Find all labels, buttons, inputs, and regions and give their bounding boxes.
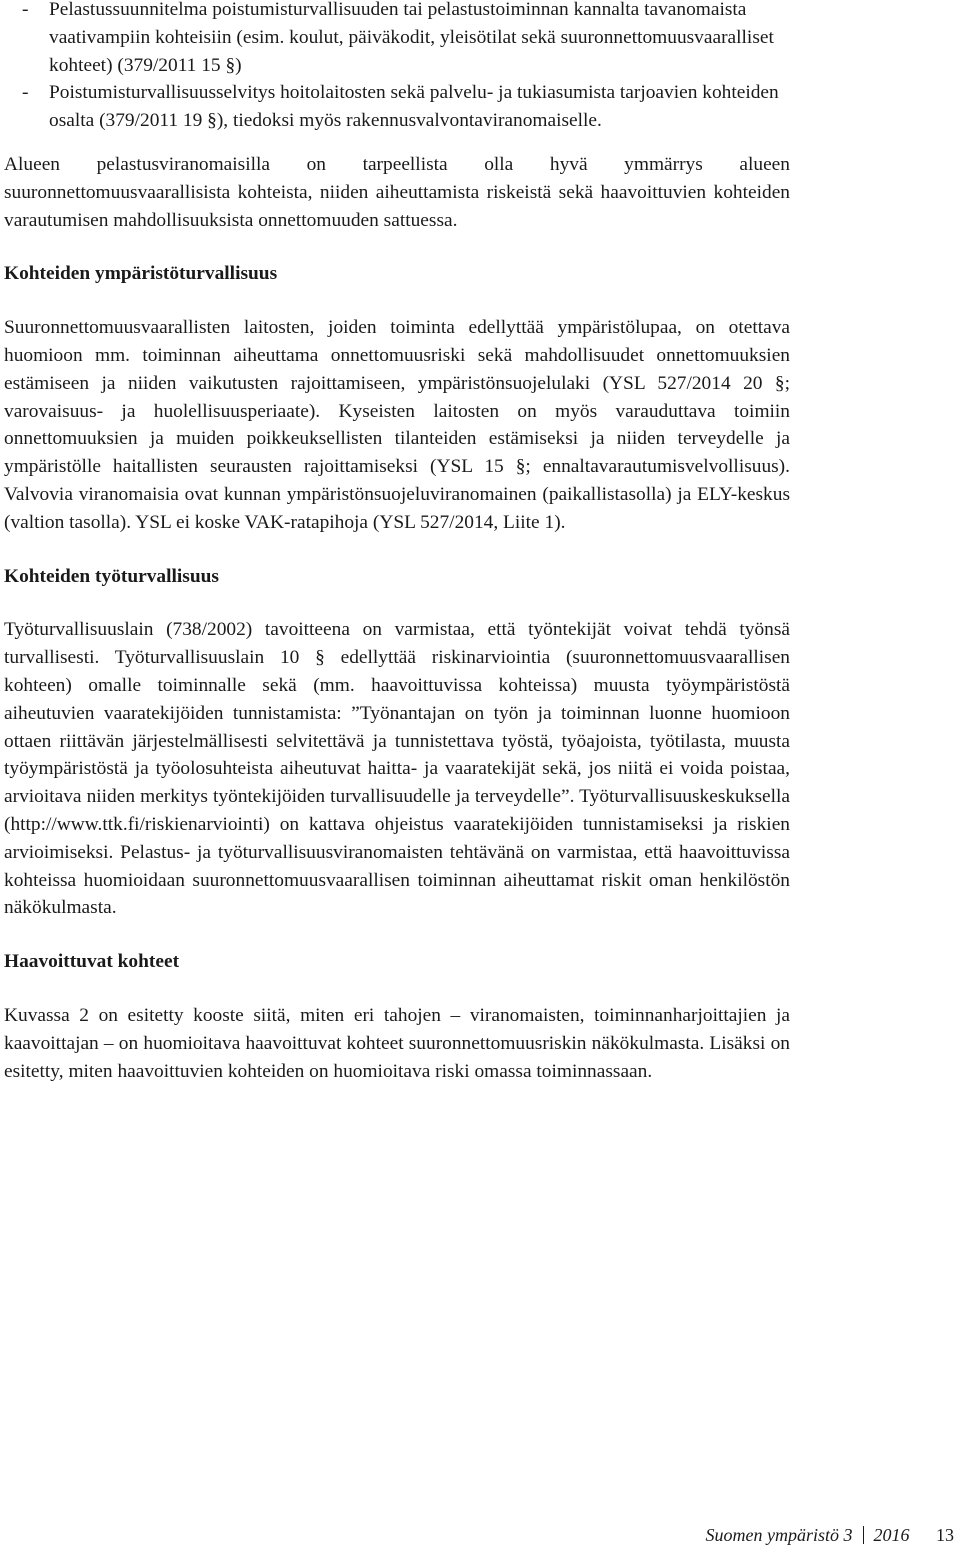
footer-issue: 3 [843,1525,853,1545]
list-item [4,79,790,135]
bullet-dash: - [22,82,29,104]
vulnerable-paragraph: Kuvassa 2 on esitetty kooste siitä, miten eri tahojen – viranomaisten, toiminnanharjoittajien ja kaavoittajan – on huomioitava haavoittuvat kohteet suuronnettomuusriskin näkökulmasta. Lisäksi on esitetty, miten haavoittuvien kohteiden on huomioitava riski omassa toiminnassaan. [4,1004,790,1082]
bullet-list [4,0,790,135]
work-safety-paragraph: Työturvallisuuslain (738/2002) tavoitteena on varmistaa, että työntekijät voivat tehdä työnsä turvallisesti. Työturvallisuuslain 10 § edellyttää riskinarviointia (suuronnettomuusvaarallisen kohteen) omalle toiminnalle sekä (mm. haavoittuvissa kohteissa) muusta työympäristöstä aiheutuvien vaaratekijöiden tunnistamista: ”Työnantajan on työn ja toiminnan luonne huomioon ottaen riittävän järjestelmällisesti selvitettävä ja tunnistettava työstä, työajoista, työtilasta, muusta työympäristöstä ja työolosuhteista aiheutuvat haitta- ja vaaratekijät sekä, jos niitä ei voida poistaa, arvioitava niiden merkitys työntekijöiden turvallisuudelle ja terveydelle”. Työturvallisuuskeskuksella (http://www.ttk.fi/riskienarviointi) on kattava ohjeistus vaaratekijöiden tunnistamiseksi ja riskien arvioimiseksi. Pelastus- ja työturvallisuusviranomaisten tehtävänä on varmistaa, että haavoittuvissa kohteissa huomioidaan suuronnettomuusvaarallisen toiminnan aiheuttamat riskit oman henkilöstön näkökulmasta. [4,619,790,919]
page-footer [706,1523,955,1547]
section-heading-work-safety: Kohteiden työturvallisuus [4,565,219,587]
page-body [4,0,790,1111]
list-item-text: Pelastussuunnitelma poistumisturvallisuuden tai pelastustoiminnan kannalta tavanomaista vaativampiin kohteisiin (esim. koulut, päiväkodit, yleisötilat sekä suuronnettomuusvaaralliset kohteet) (379/2011 15 §) [49,0,774,76]
footer-divider [863,1526,864,1544]
section-heading-vulnerable: Haavoittuvat kohteet [4,951,180,973]
environment-paragraph: Suuronnettomuusvaarallisten laitosten, joiden toiminta edellyttää ympäristölupaa, on otettava huomioon mm. toiminnan aiheuttama onnettomuusriski sekä mahdollisuudet onnettomuuksien estämiseen ja niiden vaikutusten rajoittamiseen, ympäristönsuojelulaki (YSL 527/2014 20 §; varovaisuus- ja huolellisuusperiaate). Kyseisten laitosten on myös varauduttava toimiin onnettomuuksien ja muiden poikkeuksellisten tilanteiden estämiseksi ja niiden terveydelle ja ympäristölle haitallisten seurausten rajoittamiseksi (YSL 15 §; ennaltavarautumisvelvollisuus). Valvovia viranomaisia ovat kunnan ympäristönsuojeluviranomainen (paikallistasolla) ja ELY-keskus (valtion tasolla). YSL ei koske VAK-ratapihoja (YSL 527/2014, Liite 1). [4,317,790,533]
section-heading-environment: Kohteiden ympäristöturvallisuus [4,263,278,285]
bullet-dash: - [22,0,29,20]
footer-year: 2016 [873,1525,910,1545]
page-number: 13 [936,1525,954,1545]
footer-publication: Suomen ympäristö [705,1525,839,1545]
list-item [4,0,790,79]
intro-paragraph: Alueen pelastusviranomaisilla on tarpeellista olla hyvä ymmärrys alueen suuronnettomuusvaarallisista kohteista, niiden aiheuttamista riskeistä sekä haavoittuvien kohteiden varautumisen mahdollisuuksista onnettomuuden sattuessa. [4,153,790,231]
list-item-text: Poistumisturvallisuusselvitys hoitolaitosten sekä palvelu- ja tukiasumista tarjoavien kohteiden osalta (379/2011 19 §), tiedoksi myös rakennusvalvontaviranomaiselle. [49,82,779,132]
